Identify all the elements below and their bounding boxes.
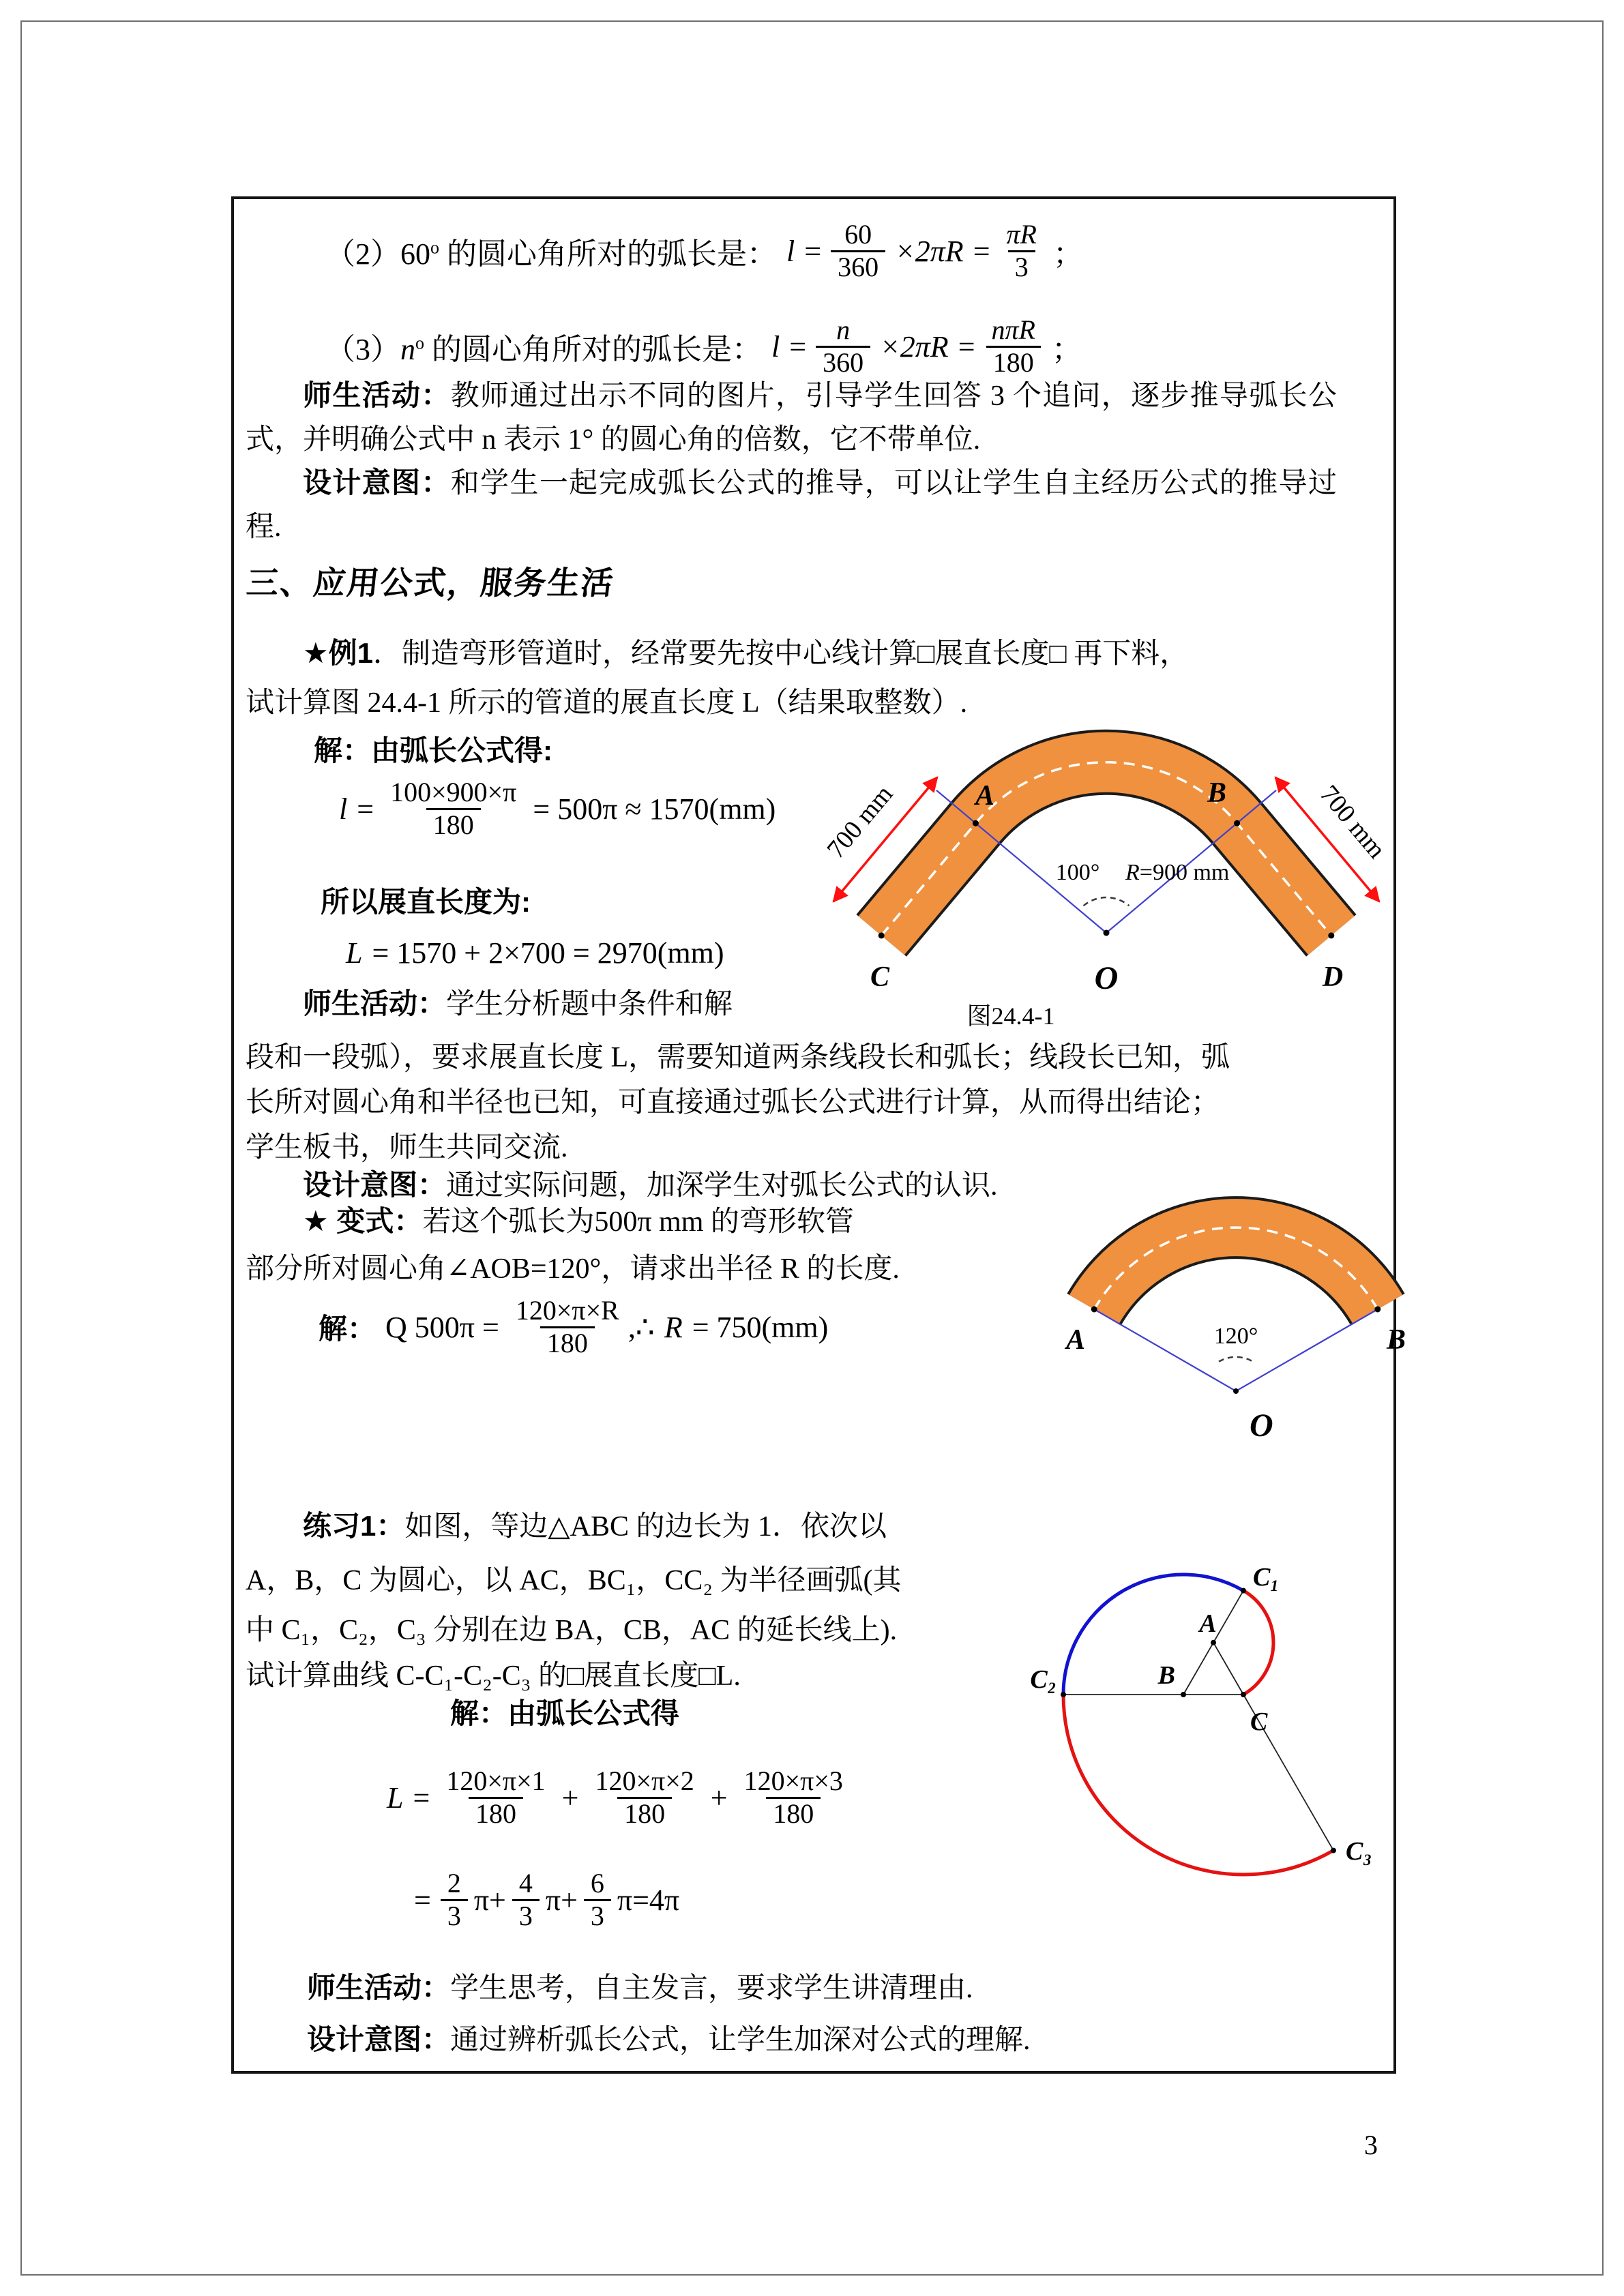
figure-pipe-diagram [820,721,1393,1001]
point-dot-b [1234,820,1240,826]
practice-label: 练习1： [303,1510,405,1542]
angle-arc-100 [1084,897,1130,906]
label-radius-900: R=900 mm [1125,860,1230,885]
var-l: l [771,329,780,363]
design-intent-1: 设计意图：和学生一起完成弧长公式的推导，可以让学生自主经历公式的推导过程. [246,466,1337,543]
label-point-o: O [1094,960,1119,996]
formula-total-length: L = 1570 + 2×700 = 2970(mm) [346,936,724,970]
teacher-activity-2-line-3: 长所对圆心角和半径也已知，可直接通过弧长公式进行计算，从而得出结论； [246,1087,1220,1118]
label-point-b: B [1157,1661,1175,1690]
label-point-c: C [870,961,890,993]
example-1-solve-label: 解：由弧长公式得: [314,734,552,766]
var-R: R [664,1310,683,1344]
arc-c-to-c1-red [1243,1591,1273,1695]
point-dot-c3 [1331,1848,1336,1853]
practice-1-line-1: 练习1：如图，等边△ABC 的边长为 1．依次以 [303,1510,887,1542]
design-intent-3: 设计意图：通过辨析弧长公式，让学生加深对公式的理解. [307,2023,1031,2056]
practice-1-line-2: A，B，C 为圆心，以 AC，BC₁，CC₂ 为半径画弧(其 [246,1565,902,1596]
formula-line-2: （2）60$^o$ 的圆心角所对的弧长是： l = $\frac{60}{360}$ ×2πR = $\frac{\pi R}{3}$ ； [325,219,1083,282]
teacher-activity-2-line-1: 师生活动：学生分析题中条件和解 [303,987,733,1020]
practice-solve-label: 解：由弧长公式得 [450,1697,680,1729]
formula-3-prefix: $(3)n^o$ 的圆心角所对的弧长是： [325,333,762,367]
point-dot-b [1181,1692,1186,1697]
fraction-n-360: $\frac{n}{360}$ [816,315,870,378]
point-dot-a [1091,1307,1097,1313]
page-number: 3 [1364,2130,1378,2160]
point-dot-a [973,820,979,826]
so-straight-length-label: 所以展直长度为: [321,886,531,918]
var-L: L [387,1780,404,1815]
figure-variant-arc [1035,1187,1437,1446]
figure-1-caption: 图24.4-1 [966,1002,1055,1030]
pipe-band [881,762,1331,936]
practice-1-line-3: 中 C₁，C₂，C₃ 分别在边 BA，CB，AC 的延长线上). [246,1615,898,1646]
segment-a-c [1213,1643,1243,1695]
label-dim-left: 700 mm [821,779,899,864]
label-point-c: C [1250,1708,1268,1736]
label-angle-120: 120° [1213,1324,1258,1349]
fraction-piR-3: $\frac{\pi R}{3}$ [1006,219,1037,282]
section-heading: 三、应用公式，服务生活 [244,565,617,601]
formula-2-prefix: （2）60$^o$ 的圆心角所对的弧长是： [325,237,777,271]
practice-1-line-4: 试计算曲线 C-C₁-C₂-C₃ 的□展直长度□L. [246,1660,741,1692]
teacher-activity-3: 师生活动：学生思考，自主发言，要求学生讲清理由. [307,1971,973,2004]
variant-solution-formula: 解： Q 500π = $\frac{120\times\pi\times R}{180}$ ,∴ R = 750(mm) [319,1295,829,1358]
teacher-activity-1: 师生活动：教师通过出示不同的图片，引导学生回答 3 个追问，逐步推导弧长公式，并明确公式中 n 表示 1° 的圆心角的倍数，它不带单位. [246,379,1337,456]
fraction-120xpixR-180: $\frac{120\times\pi\times R}{180}$ [515,1295,619,1358]
label-point-c3: C₃ [1346,1837,1372,1866]
solve-label: 解： [319,1313,377,1345]
intent-label: 设计意图： [303,1169,447,1201]
point-dot-c [879,932,885,938]
variant-label: ★ 变式： [303,1205,423,1237]
figure-spiral-arcs [1012,1558,1393,1903]
teacher-activity-2-line-2: 段和一段弧），要求展直长度 L，需要知道两条线段长和弧长；线段长已知，弧 [246,1042,1230,1073]
radius-line-ob [1236,1309,1378,1391]
point-dot-d [1328,932,1334,938]
intent-label: 设计意图： [303,466,451,498]
point-dot-a [1211,1640,1216,1645]
variant-line-2: 部分所对圆心角∠AOB=120°，请求出半径 R 的长度. [246,1253,900,1285]
arc-c2-to-c3-red [1063,1695,1333,1875]
fraction-60-360: $\frac{60}{360}$ [831,220,885,283]
var-l: l [786,234,795,268]
angle-arc-120 [1219,1357,1253,1362]
activity-label: 师生活动： [303,379,451,411]
teacher-activity-2-line-4: 学生板书，师生共同交流. [246,1132,568,1163]
radius-line-oa [1094,1309,1236,1391]
label-point-b: B [1386,1324,1406,1356]
spiral-arcs-svg [1012,1558,1393,1903]
activity-label: 师生活动： [307,1971,451,2003]
label-angle-100: 100° [1055,860,1100,885]
label-point-o: O [1250,1407,1273,1444]
example-1-line-1: ★例1．制造弯形管道时，经常要先按中心线计算□展直长度□ 再下料， [303,637,1189,670]
label-point-a: A [1199,1609,1217,1638]
point-dot-b [1374,1307,1381,1313]
practice-formula-sum: L = $\frac{120\times\pi\times 1}{180}$ + $\frac{120\times\pi\times 2}{180}$ + $\frac{120\times\pi\times 3}{180}$ [387,1765,843,1829]
fraction-npiR-180: $\frac{\text{nπR}}{180}$ [985,315,1042,378]
var-l: l [339,792,348,826]
point-dot-c1 [1241,1588,1246,1594]
label-point-c2: C₂ [1030,1665,1057,1694]
formula-line-3: $(3)n^o$ 的圆心角所对的弧长是： l = $\frac{n}{360}$ ×2πR = $\frac{\text{nπR}}{180}$ ； [325,314,1082,378]
label-point-c1: C₁ [1253,1563,1280,1592]
label-point-d: D [1322,961,1344,993]
point-dot-c [1241,1692,1246,1697]
label-point-a: A [975,780,995,811]
variant-line-1: ★ 变式：若这个弧长为500π mm 的弯形软管 [303,1205,854,1238]
point-dot-o [1104,930,1110,936]
formula-arc-length-calc: l = $\frac{100\times 900\times\pi}{180}$ = 500π ≈ 1570(mm) [339,777,776,840]
label-point-a: A [1065,1324,1086,1356]
variant-arc-svg [1035,1187,1437,1446]
point-dot-c2 [1061,1692,1066,1697]
label-point-b: B [1207,777,1227,809]
activity-label: 师生活动： [303,987,447,1019]
example-1-label: ★例1 [303,637,374,669]
practice-formula-result: = $\frac{2}{3}$ π+ $\frac{4}{3}$ π+ $\frac{6}{3}$ π=4π [414,1868,680,1931]
intent-label: 设计意图： [307,2023,451,2055]
fraction-100x900xpi-180: $\frac{100\times 900\times\pi}{180}$ [390,777,517,840]
example-1-line-2: 试计算图 24.4-1 所示的管道的展直长度 L（结果取整数）. [246,687,968,719]
point-dot-o [1233,1388,1239,1394]
label-dim-right: 700 mm [1314,779,1391,864]
arc-band [1094,1227,1378,1309]
var-L: L [346,936,363,970]
design-intent-2: 设计意图：通过实际问题，加深学生对弧长公式的认识. [303,1169,998,1202]
pipe-diagram-svg [820,721,1393,1001]
